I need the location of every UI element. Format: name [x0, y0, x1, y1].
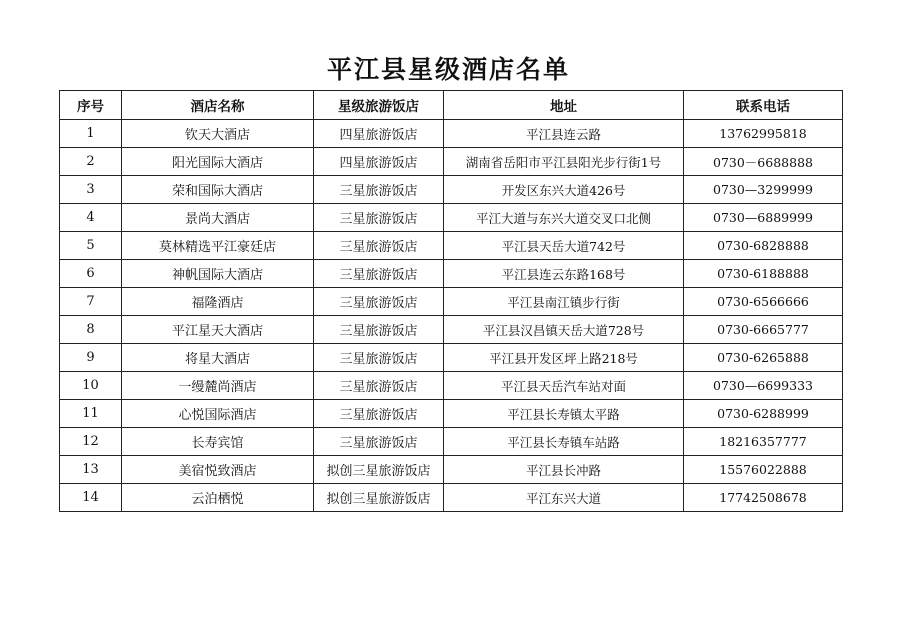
cell-no: 9	[60, 344, 122, 372]
cell-star-level: 三星旅游饭店	[314, 316, 444, 344]
table-row	[60, 456, 843, 484]
cell-no: 14	[60, 484, 122, 512]
cell-phone: 0730-6665777	[684, 316, 843, 344]
cell-star-level: 三星旅游饭店	[314, 176, 444, 204]
cell-address: 平江大道与东兴大道交叉口北侧	[444, 204, 684, 232]
cell-star-level: 三星旅游饭店	[314, 428, 444, 456]
cell-hotel-name: 阳光国际大酒店	[122, 148, 314, 176]
header-level: 星级旅游饭店	[314, 91, 444, 120]
header-row	[60, 91, 843, 120]
cell-phone: 0730-6566666	[684, 288, 843, 316]
cell-star-level: 三星旅游饭店	[314, 400, 444, 428]
cell-hotel-name: 莫林精选平江豪廷店	[122, 232, 314, 260]
cell-hotel-name: 平江星天大酒店	[122, 316, 314, 344]
cell-hotel-name: 云泊栖悦	[122, 484, 314, 512]
table-row	[60, 232, 843, 260]
cell-no: 5	[60, 232, 122, 260]
cell-hotel-name: 福隆酒店	[122, 288, 314, 316]
cell-no: 13	[60, 456, 122, 484]
table-row	[60, 260, 843, 288]
cell-no: 10	[60, 372, 122, 400]
table-row	[60, 372, 843, 400]
cell-star-level: 三星旅游饭店	[314, 372, 444, 400]
cell-hotel-name: 长寿宾馆	[122, 428, 314, 456]
table-row	[60, 344, 843, 372]
cell-hotel-name: 一缦麓尚酒店	[122, 372, 314, 400]
table-row	[60, 120, 843, 148]
table-row	[60, 204, 843, 232]
cell-no: 4	[60, 204, 122, 232]
cell-star-level: 拟创三星旅游饭店	[314, 484, 444, 512]
header-address: 地址	[444, 91, 684, 120]
cell-phone: 0730—3299999	[684, 176, 843, 204]
table-row	[60, 288, 843, 316]
cell-no: 11	[60, 400, 122, 428]
cell-phone: 13762995818	[684, 120, 843, 148]
cell-star-level: 三星旅游饭店	[314, 204, 444, 232]
cell-address: 平江县开发区坪上路218号	[444, 344, 684, 372]
cell-address: 湖南省岳阳市平江县阳光步行街1号	[444, 148, 684, 176]
header-no: 序号	[60, 91, 122, 120]
table-row	[60, 316, 843, 344]
cell-address: 平江县汉昌镇天岳大道728号	[444, 316, 684, 344]
cell-phone: 17742508678	[684, 484, 843, 512]
table-row	[60, 176, 843, 204]
cell-star-level: 三星旅游饭店	[314, 232, 444, 260]
cell-address: 开发区东兴大道426号	[444, 176, 684, 204]
table-row	[60, 484, 843, 512]
cell-address: 平江县长寿镇太平路	[444, 400, 684, 428]
table-row	[60, 428, 843, 456]
cell-phone: 0730－6688888	[684, 148, 843, 176]
cell-address: 平江东兴大道	[444, 484, 684, 512]
page-title: 平江县星级酒店名单	[326, 55, 570, 84]
cell-star-level: 四星旅游饭店	[314, 148, 444, 176]
table-row	[60, 148, 843, 176]
cell-hotel-name: 心悦国际酒店	[122, 400, 314, 428]
table-row	[60, 400, 843, 428]
cell-phone: 18216357777	[684, 428, 843, 456]
cell-phone: 0730-6188888	[684, 260, 843, 288]
cell-hotel-name: 荣和国际大酒店	[122, 176, 314, 204]
cell-star-level: 四星旅游饭店	[314, 120, 444, 148]
cell-address: 平江县长冲路	[444, 456, 684, 484]
cell-hotel-name: 美宿悦致酒店	[122, 456, 314, 484]
cell-address: 平江县天岳汽车站对面	[444, 372, 684, 400]
cell-hotel-name: 钦天大酒店	[122, 120, 314, 148]
cell-no: 6	[60, 260, 122, 288]
cell-hotel-name: 将星大酒店	[122, 344, 314, 372]
header-phone: 联系电话	[684, 91, 843, 120]
cell-phone: 0730—6889999	[684, 204, 843, 232]
cell-phone: 15576022888	[684, 456, 843, 484]
cell-star-level: 三星旅游饭店	[314, 260, 444, 288]
cell-star-level: 三星旅游饭店	[314, 288, 444, 316]
cell-address: 平江县天岳大道742号	[444, 232, 684, 260]
cell-no: 12	[60, 428, 122, 456]
cell-hotel-name: 景尚大酒店	[122, 204, 314, 232]
cell-no: 2	[60, 148, 122, 176]
hotel-table	[59, 90, 843, 512]
cell-no: 3	[60, 176, 122, 204]
cell-address: 平江县连云路	[444, 120, 684, 148]
cell-address: 平江县连云东路168号	[444, 260, 684, 288]
cell-address: 平江县长寿镇车站路	[444, 428, 684, 456]
cell-address: 平江县南江镇步行街	[444, 288, 684, 316]
cell-star-level: 三星旅游饭店	[314, 344, 444, 372]
cell-phone: 0730-6265888	[684, 344, 843, 372]
cell-phone: 0730-6828888	[684, 232, 843, 260]
cell-no: 8	[60, 316, 122, 344]
cell-hotel-name: 神帆国际大酒店	[122, 260, 314, 288]
cell-no: 7	[60, 288, 122, 316]
header-name: 酒店名称	[122, 91, 314, 120]
cell-no: 1	[60, 120, 122, 148]
cell-star-level: 拟创三星旅游饭店	[314, 456, 444, 484]
cell-phone: 0730-6288999	[684, 400, 843, 428]
cell-phone: 0730—6699333	[684, 372, 843, 400]
